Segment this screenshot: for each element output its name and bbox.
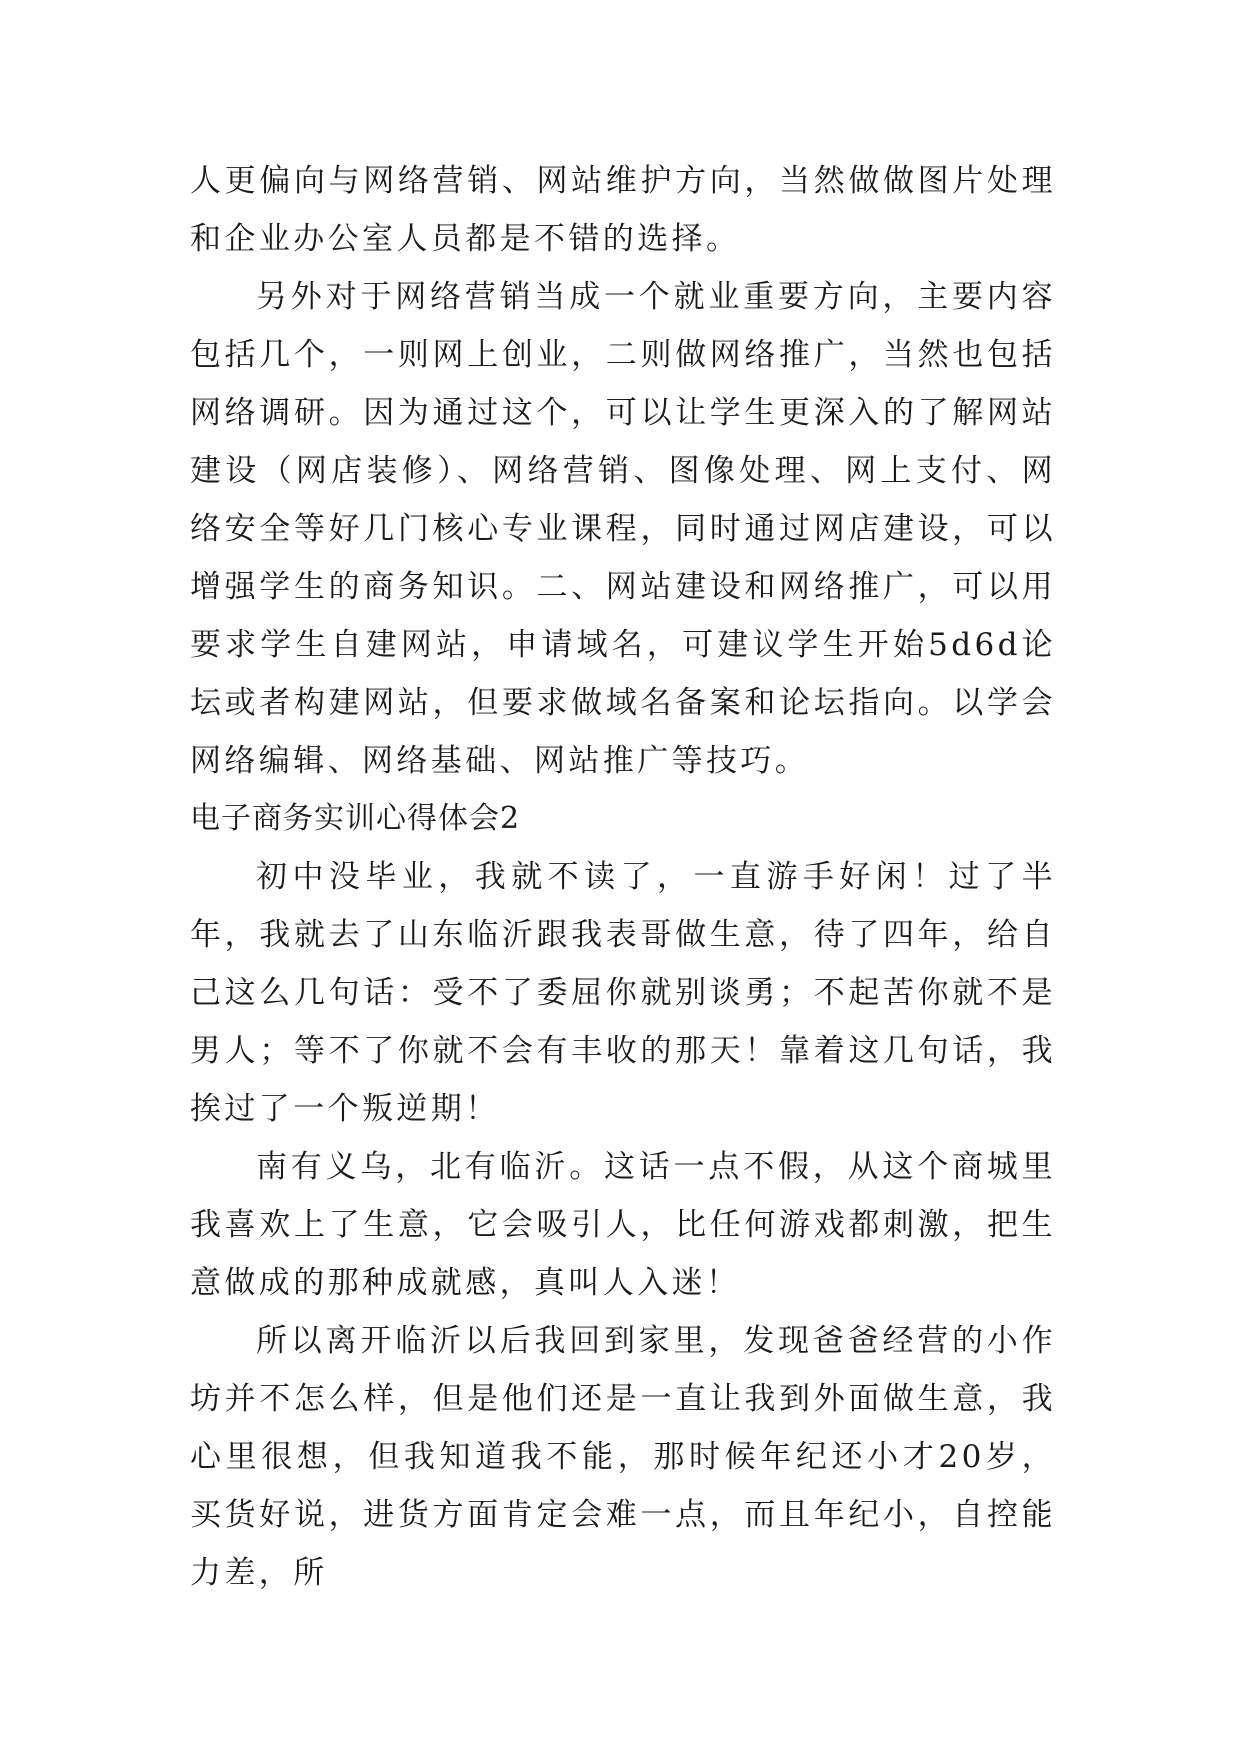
section-heading: 电子商务实训心得体会2: [190, 801, 521, 836]
paragraph-yiwu: 南有义乌，北有临沂。这话一点不假，从这个商城里我喜欢上了生意，它会吸引人，比任何游戏都刺激，把生意做成的那种成就感，真叫人入迷！: [190, 1149, 1056, 1301]
paragraph-linyi: 初中没毕业，我就不读了，一直游手好闲！过了半年，我就去了山东临沂跟我表哥做生意，待了四年，给自己这么几句话：受不了委屈你就别谈勇；不起苦你就不是男人；等不了你就不会有丰收的那天！靠着这几句话，我挨过了一个叛逆期！: [190, 859, 1056, 1127]
document-body: [190, 152, 1056, 1602]
paragraph-home: 所以离开临沂以后我回到家里，发现爸爸经营的小作坊并不怎么样，但是他们还是一直让我到外面做生意，我心里很想，但我知道我不能，那时候年纪还小才20岁，买货好说，进货方面肯定会难一点，而且年纪小，自控能力差，所: [190, 1323, 1056, 1591]
paragraph-network-marketing: 另外对于网络营销当成一个就业重要方向，主要内容包括几个，一则网上创业，二则做网络推广，当然也包括网络调研。因为通过这个，可以让学生更深入的了解网站建设（网店装修）、网络营销、图像处理、网上支付、网络安全等好几门核心专业课程，同时通过网店建设，可以增强学生的商务知识。二、网站建设和网络推广，可以用要求学生自建网站，申请域名，可建议学生开始5d6d论坛或者构建网站，但要求做域名备案和论坛指向。以学会网络编辑、网络基础、网站推广等技巧。: [190, 279, 1056, 779]
paragraph-continuation: 人更偏向与网络营销、网站维护方向，当然做做图片处理和企业办公室人员都是不错的选择。: [190, 163, 1056, 257]
